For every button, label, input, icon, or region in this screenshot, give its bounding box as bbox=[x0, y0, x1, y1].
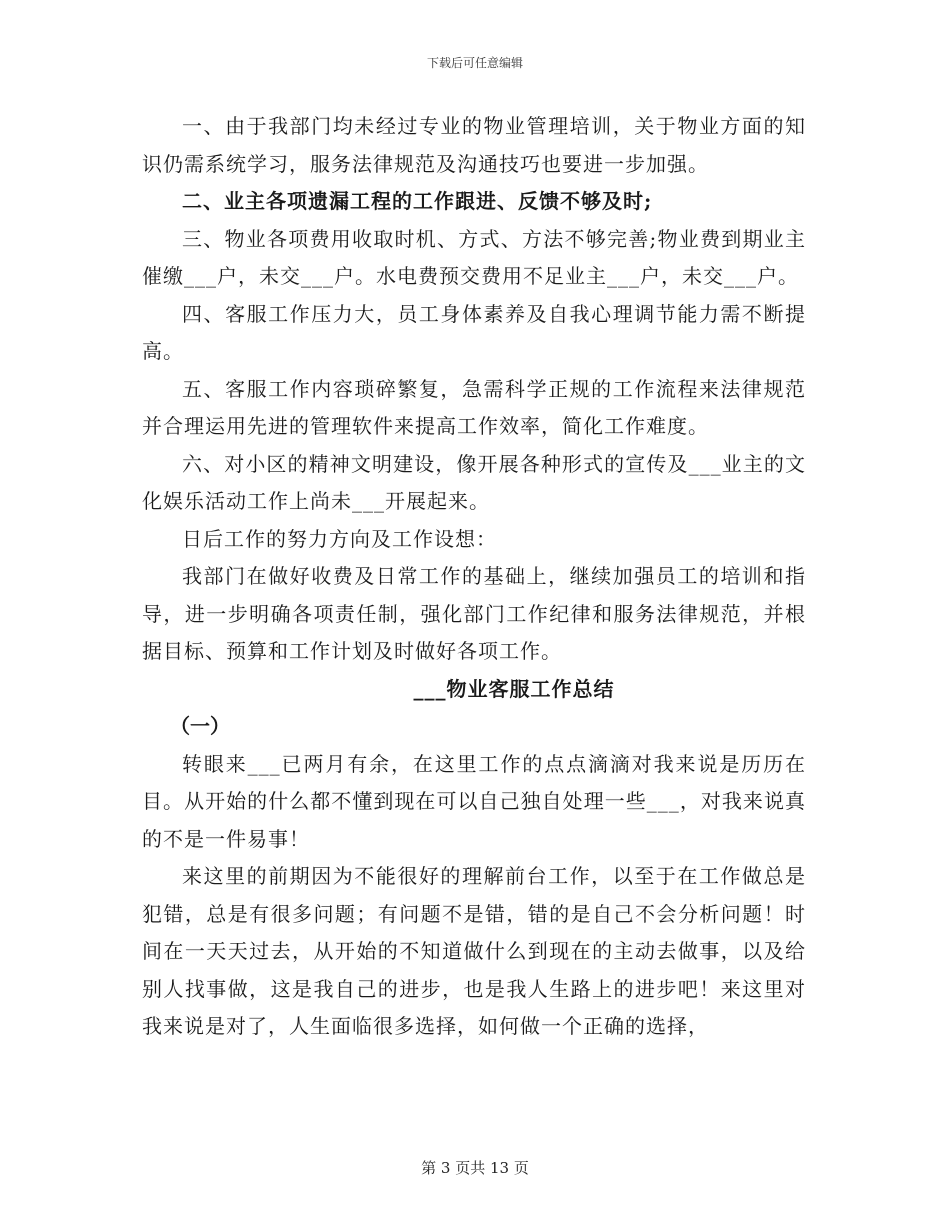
paragraph-9: 转眼来___已两月有余，在这里工作的点点滴滴对我来说是历历在目。从开始的什么都不懂到现在可以自己独自处理一些___，对我来说真的不是一件易事！ bbox=[142, 751, 806, 851]
paragraph-10: 来这里的前期因为不能很好的理解前台工作，以至于在工作做总是犯错，总是有很多问题；有问题不是错，错的是自己不会分析问题！时间在一天天过去，从开始的不知道做什么到现在的主动去做事，以及给别人找事做，这是我自己的进步，也是我人生路上的进步吧！来这里对我来说是对了，人生面临很多选择，如何做一个正确的选择， bbox=[142, 864, 806, 1038]
section-subtitle: （一） bbox=[170, 714, 230, 738]
paragraph-3: 三、物业各项费用收取时机、方式、方法不够完善;物业费到期业主催缴___户，未交___户。水电费预交费用不足业主___户，未交___户。 bbox=[142, 226, 806, 288]
paragraph-4: 四、客服工作压力大，员工身体素养及自我心理调节能力需不断提高。 bbox=[142, 301, 806, 363]
page-header: 下载后可任意编辑 bbox=[426, 56, 523, 70]
paragraph-5: 五、客服工作内容琐碎繁复，急需科学正规的工作流程来法律规范并合理运用先进的管理软件来提高工作效率，简化工作难度。 bbox=[142, 376, 806, 438]
section-title: ___物业客服工作总结 bbox=[413, 676, 615, 701]
paragraph-6: 六、对小区的精神文明建设，像开展各种形式的宣传及___业主的文化娱乐活动工作上尚未___开展起来。 bbox=[142, 451, 806, 513]
page-footer: 第 3 页共 13 页 bbox=[421, 1159, 529, 1177]
paragraph-8: 我部门在做好收费及日常工作的基础上，继续加强员工的培训和指导，进一步明确各项责任制，强化部门工作纪律和服务法律规范，并根据目标、预算和工作计划及时做好各项工作。 bbox=[142, 564, 806, 663]
paragraph-1: 一、由于我部门均未经过专业的物业管理培训，关于物业方面的知识仍需系统学习，服务法律规范及沟通技巧也要进一步加强。 bbox=[142, 114, 806, 176]
paragraph-2-bold: 二、业主各项遗漏工程的工作跟进、反馈不够及时; bbox=[182, 189, 653, 213]
document-body bbox=[142, 108, 806, 1046]
paragraph-7: 日后工作的努力方向及工作设想： bbox=[182, 526, 497, 551]
